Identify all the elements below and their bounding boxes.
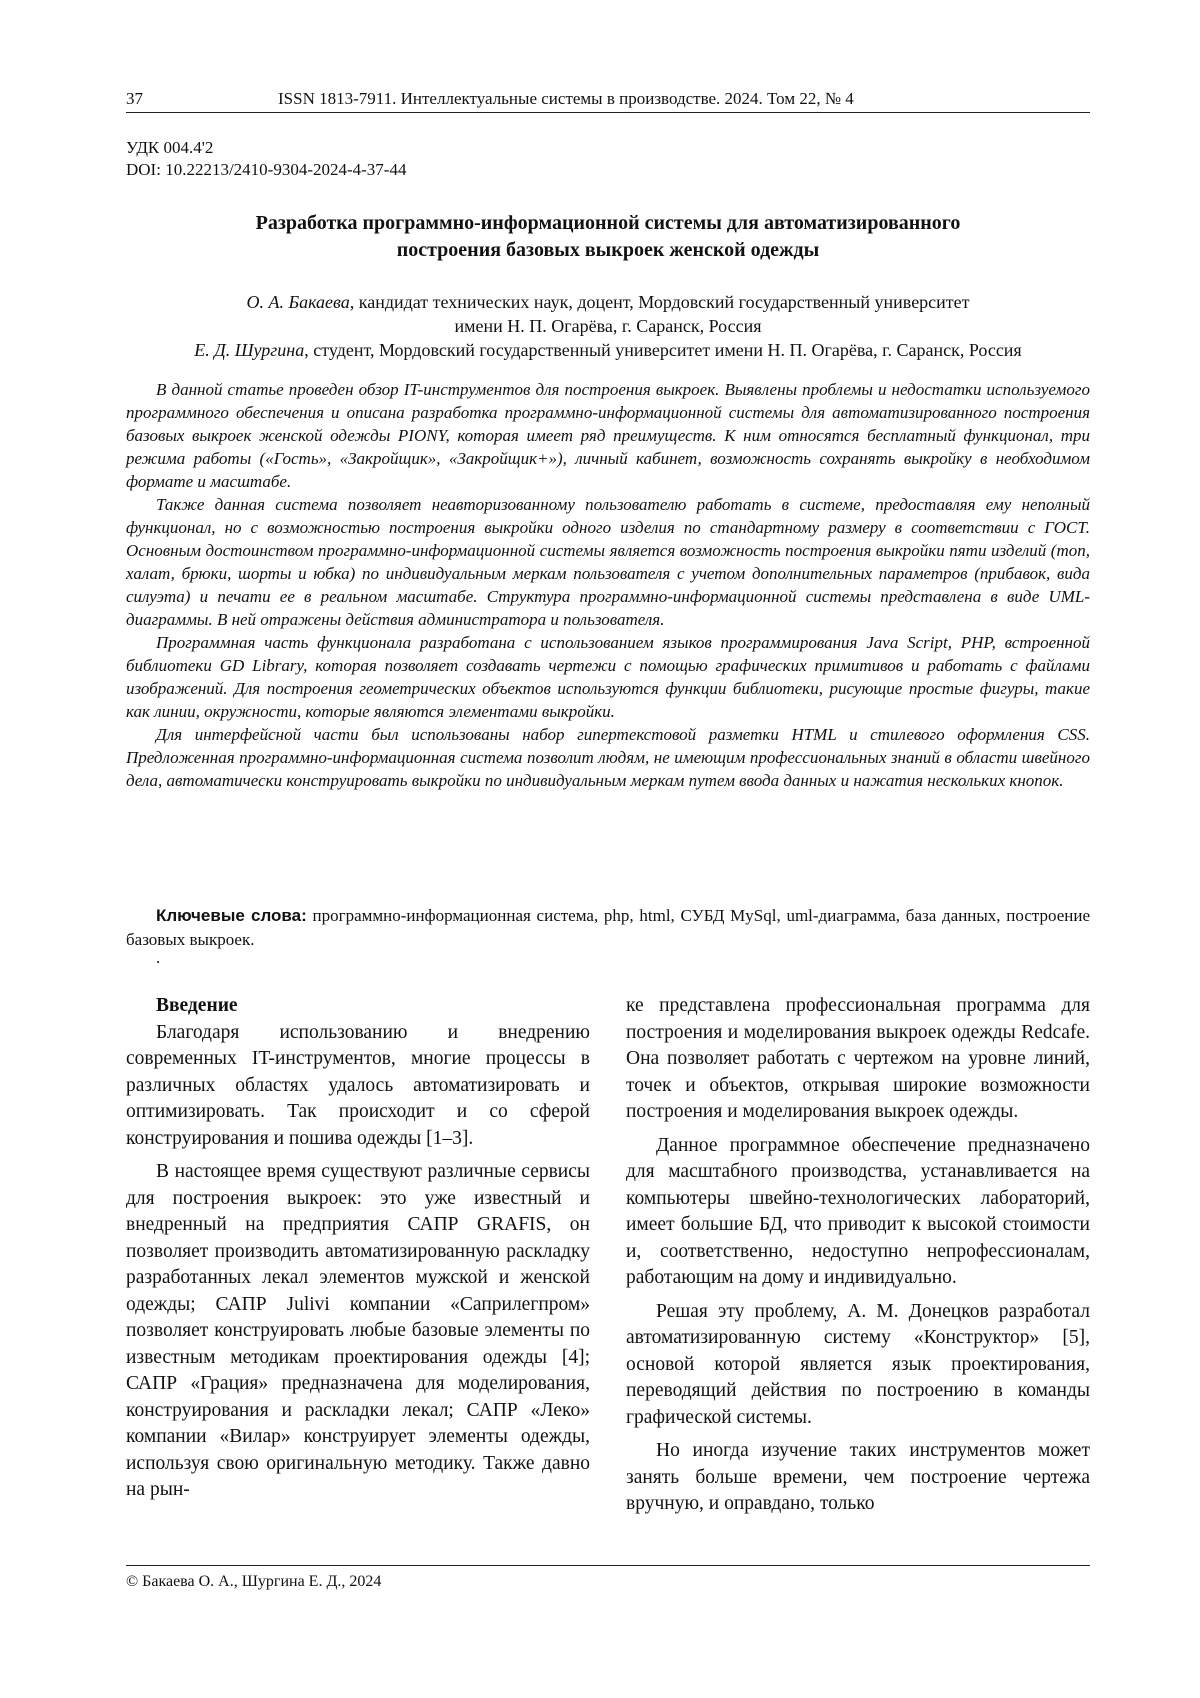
body-paragraph: Данное программное обеспечение предназначено для масштабного производства, устанавливается на компьютеры швейно-технологических лабораторий, имеет большие БД, что приводит к высокой стоимости и, соответственно, недоступно непрофессионалам, работающим на дому и индивидуально. <box>626 1134 1090 1288</box>
body-paragraph: Благодаря использованию и внедрению современных IT-инструментов, многие процессы в различных областях удалось автоматизировать и оптимизировать. Так происходит и со сферой конструирования и пошива одежды [1–3]. <box>126 1021 590 1149</box>
abstract <box>126 378 1090 792</box>
keywords <box>126 904 1090 952</box>
body-paragraph: Решая эту проблему, А. М. Донецков разработал автоматизированную систему «Конструктор» [5], основой которой является язык проектирования, переводящий действия по построению в команды графической системы. <box>626 1300 1090 1428</box>
doi: DOI: 10.22213/2410-9304-2024-4-37-44 <box>126 160 407 179</box>
keywords-text: программно-информационная система, php, html, СУБД MySql, uml-диаграмма, база данных, построение базовых выкроек. <box>126 906 1090 949</box>
author-2-name: Е. Д. Шургина <box>194 340 305 360</box>
author-1 <box>126 290 1090 314</box>
udc-code: УДК 004.4'2 <box>126 138 214 157</box>
author-2-affiliation: , студент, Мордовский государственный университет имени Н. П. Огарёва, г. Саранск, Россия <box>304 340 1022 360</box>
author-1-affiliation-cont: имени Н. П. Огарёва, г. Саранск, Россия <box>454 316 762 336</box>
stray-dot: . <box>156 948 161 967</box>
journal-title: ISSN 1813-7911. Интеллектуальные системы в производстве. 2024. Том 22, № 4 <box>278 89 854 108</box>
keywords-label: Ключевые слова: <box>156 906 307 925</box>
title-line-2: построения базовых выкроек женской одежды <box>396 239 820 261</box>
body-column-right <box>626 993 1090 1518</box>
abstract-paragraph: В данной статье проведен обзор IT-инструментов для построения выкроек. Выявлены проблемы и недостатки используемого программного обеспечения и описана разработка программно-информационной системы для автоматизированного построения базовых выкроек женской одежды PIONY, которая имеет ряд преимуществ. К ним относятся бесплатный функционал, три режима работы («Гость», «Закройщик», «Закройщик+»), личный кабинет, возможность сохранять выкройку в необходимом формате и масштабе. <box>126 380 1090 491</box>
author-1-name: О. А. Бакаева <box>246 292 350 312</box>
body-column-left <box>126 993 590 1504</box>
body-paragraph: Но иногда изучение таких инструментов может занять больше времени, чем построение чертежа вручную, и оправдано, только <box>626 1440 1090 1514</box>
section-heading: Введение <box>156 995 238 1016</box>
page-number: 37 <box>126 89 143 108</box>
article-title <box>126 210 1090 264</box>
footer-rule <box>126 1565 1090 1566</box>
copyright-notice: © Бакаева О. А., Шургина Е. Д., 2024 <box>126 1573 382 1590</box>
header-rule <box>126 112 1090 113</box>
body-paragraph: В настоящее время существуют различные сервисы для построения выкроек: это уже известный и внедренный на предприятия САПР GRAFIS, он позволяет производить автоматизированную раскладку разработанных лекал элементов мужской и женской одежды; САПР Julivi компании «Саприлегпром» позволяет конструировать любые базовые элементы по известным методикам проектирования одежды [4]; САПР «Грация» предназначена для моделирования, конструирования и раскладки лекал; САПР «Леко» компании «Вилар» конструирует элементы одежды, используя свою оригинальную методику. Также давно на рын- <box>126 1161 590 1500</box>
author-2 <box>126 338 1090 362</box>
author-1-affiliation: , кандидат технических наук, доцент, Мордовский государственный университет <box>349 292 970 312</box>
abstract-paragraph: Программная часть функционала разработана с использованием языков программирования Java Script, PHP, встроенной библиотеки GD Library, которая позволяет создавать чертежи с помощью графических примитивов и работать с файлами изображений. Для построения геометрических объектов используются функции библиотеки, рисующие простые фигуры, такие как линии, окружности, которые являются элементами выкройки. <box>126 633 1090 721</box>
title-line-1: Разработка программно-информационной системы для автоматизированного <box>255 212 961 234</box>
abstract-paragraph: Для интерфейсной части был использованы набор гипертекстовой разметки HTML и стилевого оформления CSS. Предложенная программно-информационная система позволит людям, не имеющим профессиональных знаний в области швейного дела, автоматически конструировать выкройки по индивидуальным меркам путем ввода данных и нажатия нескольких кнопок. <box>126 725 1090 790</box>
body-paragraph-continued: ке представлена профессиональная программа для построения и моделирования выкроек одежды Redcafe. Она позволяет работать с чертежом на уровне линий, точек и объектов, открывая широкие возможности построения и моделирования выкроек одежды. <box>626 995 1090 1122</box>
article-identifiers <box>126 137 406 181</box>
authors-block <box>126 290 1090 362</box>
abstract-paragraph: Также данная система позволяет неавторизованному пользователю работать в системе, предоставляя ему неполный функционал, но с возможностью построения выкройки одного изделия по стандартному размеру в соответствии с ГОСТ. Основным достоинством программно-информационной системы является возможность построения выкройки пяти изделий (топ, халат, брюки, шорты и юбка) по индивидуальным меркам пользователя с учетом дополнительных параметров (прибавок, вида силуэта) и печати ее в реальном масштабе. Структура программно-информационной системы представлена в виде UML-диаграммы. В ней отражены действия администратора и пользователя. <box>126 495 1090 629</box>
